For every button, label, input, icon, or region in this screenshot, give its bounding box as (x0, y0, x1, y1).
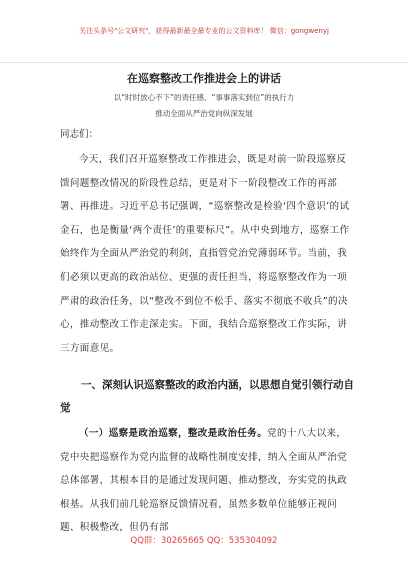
contact-footer: QQ群：30265665 QQ：535304092 (130, 536, 278, 546)
document-subtitle-line2: 推动全面从严治党向纵深发展 (155, 109, 253, 118)
salutation: 同志们： (60, 129, 99, 140)
point-body: 党的十八大以来，党中央把巡察作为党内监督的战略性制度安排，纳入全面从严治党总体部署，其根本目的是通过发现问题、推动整改，夯实党的执政根基。从我们前几轮巡察反馈情况看，虽然多数单位能够正视问题、积极整改，但仍有部 (60, 428, 348, 534)
point-lead: （一）巡察是政治巡察，整改是政治任务。 (79, 428, 268, 439)
paragraph-intro-text: 今天，我们召开巡察整改工作推进会，既是对前一阶段巡察反馈问题整改情况的阶段性总结，更是对下一阶段整改工作的再部署、再推进。习近平总书记强调，“巡察整改是检验‘四个意识’的试金石，也是衡量‘两个责任’的重要标尺”。从中央到地方，巡察工作始终作为全面从严治党的利剑，直指管党治党薄弱环节。当前，我们必须以更高的政治站位、更强的责任担当，将巡察整改作为一项严肃的政治任务，以“整改不到位不松手、落实不彻底不收兵”的决心，推动整改工作走深走实。下面，我结合巡察整改工作实际，讲三方面意见。 (60, 154, 350, 354)
document-title: 在巡察整改工作推进会上的讲话 (127, 72, 281, 85)
top-banner-area (0, 0, 408, 63)
paragraph-intro (60, 148, 356, 360)
document-subtitle-line1: 以“时时放心不下”的责任感、“事事落实到位”的执行力 (113, 93, 295, 102)
promo-banner: 关注头条号"公文研究"，获得最新最全最专业的公文资料库！ 微信：gongwenyj (79, 27, 329, 35)
section-heading-1: 一、深刻认识巡察整改的政治内涵，以思想自觉引领行动自觉 (60, 379, 354, 414)
paragraph-section1-point1 (60, 422, 356, 540)
